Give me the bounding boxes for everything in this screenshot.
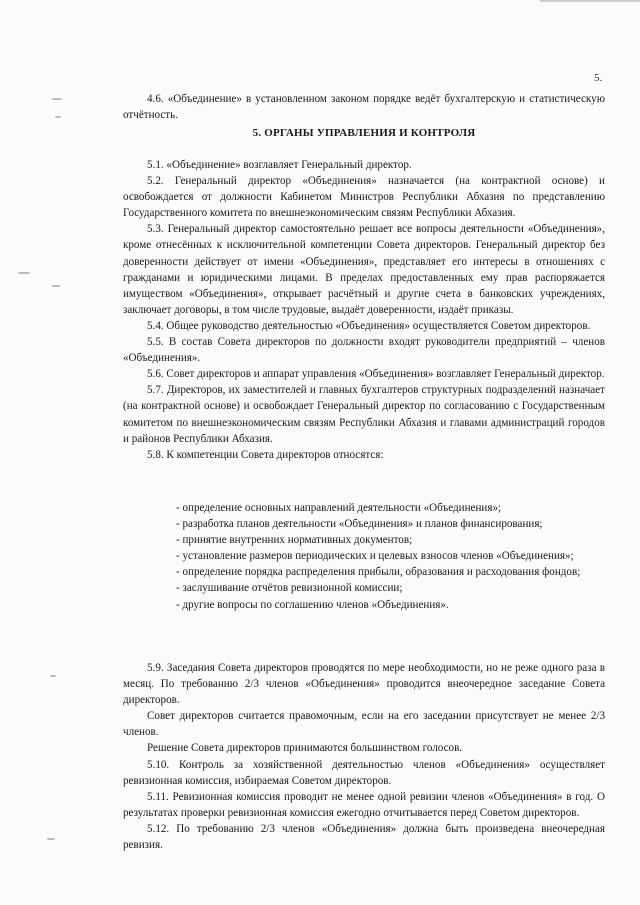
margin-mark: [18, 272, 30, 274]
paragraph-5-11: 5.11. Ревизионная комиссия проводит не менее одной ревизии членов «Объединения» в год. О результатах проверки ревизионная комиссия ежегодно отчитывается перед Советом директоров.: [123, 790, 605, 819]
paragraph-5-7: 5.7. Директоров, их заместителей и главных бухгалтеров структурных подразделений назначает (на контрактной основе) и освобождает Генеральный директор по согласованию с Государственным комитетом по внешнеэкономическим связям Республики Абхазия и главами администраций городов и районов Республики Абхазия.: [123, 384, 605, 445]
section-heading: 5. ОРГАНЫ УПРАВЛЕНИЯ И КОНТРОЛЯ: [252, 127, 476, 139]
scan-edge-mark: [540, 0, 640, 2]
list-item: - заслушивание отчётов ревизионной комиссии;: [176, 582, 403, 595]
margin-mark: [52, 98, 62, 100]
competence-list: [176, 500, 606, 613]
section-body-bottom: [123, 660, 605, 853]
list-item: - установление размеров периодических и целевых взносов членов «Объединения»;: [176, 550, 574, 563]
list-item: - принятие внутренних нормативных документов;: [176, 534, 413, 547]
list-item: - другие вопросы по соглашению членов «Объединения».: [176, 598, 449, 611]
paragraph-5-3: 5.3. Генеральный директор самостоятельно решает все вопросы деятельности «Объединения», кроме отнесённых к исключительной компетенции Совета директоров. Генеральный директор без доверенности действует от имени «Объединения», представляет его интересы в отношениях с гражданами и юридическими лицами. В пределах предоставленных ему прав распоряжается имуществом «Объединения», открывает расчётный и другие счета в банковских учреждениях, заключает договоры, в том числе трудовые, выдаёт доверенности, издаёт приказы.: [123, 223, 605, 316]
list-item: - разработка планов деятельности «Объединения» и планов финансирования;: [176, 518, 543, 531]
paragraph-5-8: 5.8. К компетенции Совета директоров относятся:: [147, 448, 384, 461]
section-body-top: [123, 157, 605, 463]
page-number: 5.: [594, 72, 603, 84]
margin-mark: [47, 838, 55, 840]
paragraph-5-9-quorum: Совет директоров считается правомочным, если на его заседании присутствует не менее 2/3 членов.: [123, 710, 605, 739]
paragraph-5-5: 5.5. В состав Совета директоров по должности входят руководители предприятий – членов «Объединения».: [123, 336, 605, 365]
margin-mark: [55, 116, 61, 118]
paragraph-5-12: 5.12. По требованию 2/3 членов «Объединения» должна быть произведена внеочередная ревизия.: [123, 822, 605, 852]
paragraph-5-1: 5.1. «Объединение» возглавляет Генеральный директор.: [147, 159, 412, 171]
paragraph-5-6: 5.6. Совет директоров и аппарат управления «Объединения» возглавляет Генеральный директор.: [147, 368, 605, 381]
margin-mark: [50, 675, 56, 677]
paragraph-5-2: 5.2. Генеральный директор «Объединения» назначается (на контрактной основе) и освобождается от должности Кабинетом Министров Республики Абхазия по представлению Государственного комитета по внешнеэкономическим связям Республики Абхазия.: [123, 175, 605, 220]
paragraph-5-10: 5.10. Контроль за хозяйственной деятельностью членов «Объединения» осуществляет ревизионная комиссия, избираемая Советом директоров.: [123, 758, 605, 787]
margin-mark: [52, 285, 60, 287]
paragraph-4-6: 4.6. «Объединение» в установленном законом порядке ведёт бухгалтерскую и статистическую отчётность.: [123, 93, 605, 122]
list-item: - определение основных направлений деятельности «Объединения»;: [176, 502, 502, 514]
paragraph-5-9-decision: Решение Совета директоров принимаются большинством голосов.: [147, 742, 463, 755]
paragraph-5-9: 5.9. Заседания Совета директоров проводятся по мере необходимости, но не реже одного раза в месяц. По требованию 2/3 членов «Объединения» проводится внеочередное заседание Совета директоров.: [123, 662, 605, 707]
list-item: - определение порядка распределения прибыли, образования и расходования фондов;: [176, 566, 581, 579]
paragraph-5-4: 5.4. Общее руководство деятельностью «Объединения» осуществляется Советом директоров.: [147, 319, 591, 332]
